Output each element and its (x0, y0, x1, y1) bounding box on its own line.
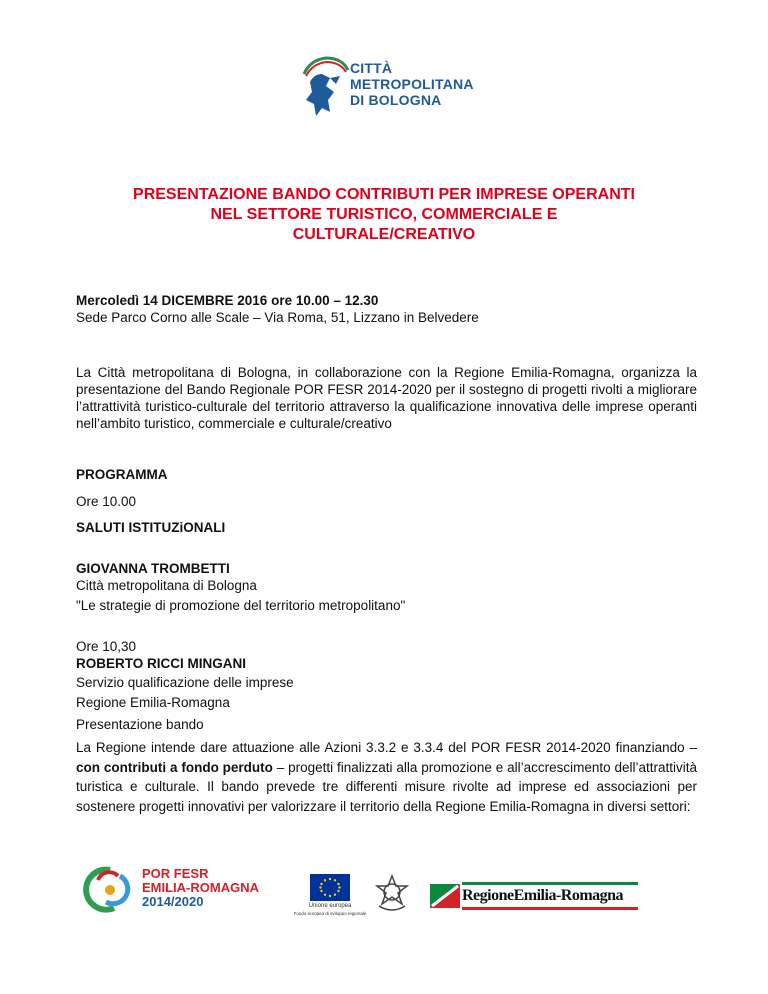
logo-line-2: METROPOLITANA (350, 76, 474, 92)
greetings-heading: SALUTI ISTITUZiONALI (76, 520, 226, 535)
region-flag-icon (430, 884, 460, 908)
description-bold: con contributi a fondo perduto (76, 759, 273, 775)
italian-republic-emblem-icon (375, 874, 409, 914)
speaker-2-talk: Presentazione bando (76, 717, 204, 732)
citta-metropolitana-logo (300, 52, 474, 122)
speaker-2-org: Regione Emilia-Romagna (76, 695, 230, 710)
document-title (60, 185, 708, 245)
speaker-1-org: Città metropolitana di Bologna (76, 578, 257, 593)
por-fesr-emblem-icon (80, 862, 140, 918)
regione-emilia-romagna-logo (430, 882, 690, 912)
logo-line-1: CITTÀ (350, 60, 393, 76)
por-line-3: 2014/2020 (142, 894, 204, 909)
event-venue: Sede Parco Corno alle Scale – Via Roma, 51, Lizzano in Belvedere (76, 310, 479, 325)
description-part-2: – progetti finalizzati alla promozione e all’accrescimento dell’attrattività turistica e culturale. Il bando prevede tre differenti misure rivolte ad imprese ed associazioni per sostenere progetti innovativi per valorizzare il territorio della Regione Emilia-Romagna in diversi settori: (76, 759, 697, 814)
speaker-2-name: ROBERTO RICCI MINGANI (76, 656, 247, 671)
footer-logos (80, 860, 690, 920)
intro-paragraph: La Città metropolitana di Bologna, in collaborazione con la Regione Emilia-Romagna, organizza la presentazione del Bando Regionale POR FESR 2014-2020 per il sostegno di progetti rivolti a migliorare l’attrattività turistico-culturale del territorio attraverso la qualificazione innovativa delle imprese operanti nell’ambito turistico, commerciale e culturale/creativo (76, 365, 697, 431)
title-line-2: NEL SETTORE TURISTICO, COMMERCIALE E (210, 206, 558, 223)
event-info (76, 292, 696, 326)
region-name: RegioneEmilia-Romagna (462, 887, 624, 904)
title-line-1: PRESENTAZIONE BANDO CONTRIBUTI PER IMPRESE OPERANTI (133, 186, 635, 203)
eu-flag-icon (310, 874, 350, 901)
por-line-2: EMILIA-ROMAGNA (142, 880, 259, 895)
por-line-1: POR FESR (142, 866, 209, 881)
eu-line-1: Unione europea (308, 903, 352, 909)
program-time-2: Ore 10,30 (76, 639, 137, 654)
griffin-emblem-icon (300, 52, 350, 122)
speaker-2-dept: Servizio qualificazione delle imprese (76, 675, 294, 690)
description-part-1: La Regione intende dare attuazione alle Azioni 3.3.2 e 3.3.4 del POR FESR 2014-2020 finanziando – (76, 740, 697, 755)
speaker-1-name: GIOVANNA TROMBETTI (76, 561, 230, 576)
eu-line-2: Fondo europeo di sviluppo regionale (293, 911, 367, 916)
title-line-3: CULTURALE/CREATIVO (292, 226, 476, 243)
por-fesr-logo (80, 862, 280, 918)
logo-line-3: DI BOLOGNA (350, 92, 442, 108)
program-heading: PROGRAMMA (76, 467, 168, 482)
bando-description (76, 738, 697, 816)
program-time-1: Ore 10.00 (76, 494, 137, 509)
event-date: Mercoledì 14 DICEMBRE 2016 ore 10.00 – 12.30 (76, 293, 379, 308)
eu-logo (285, 874, 375, 920)
speaker-1-talk: "Le strategie di promozione del territorio metropolitano" (76, 598, 406, 613)
